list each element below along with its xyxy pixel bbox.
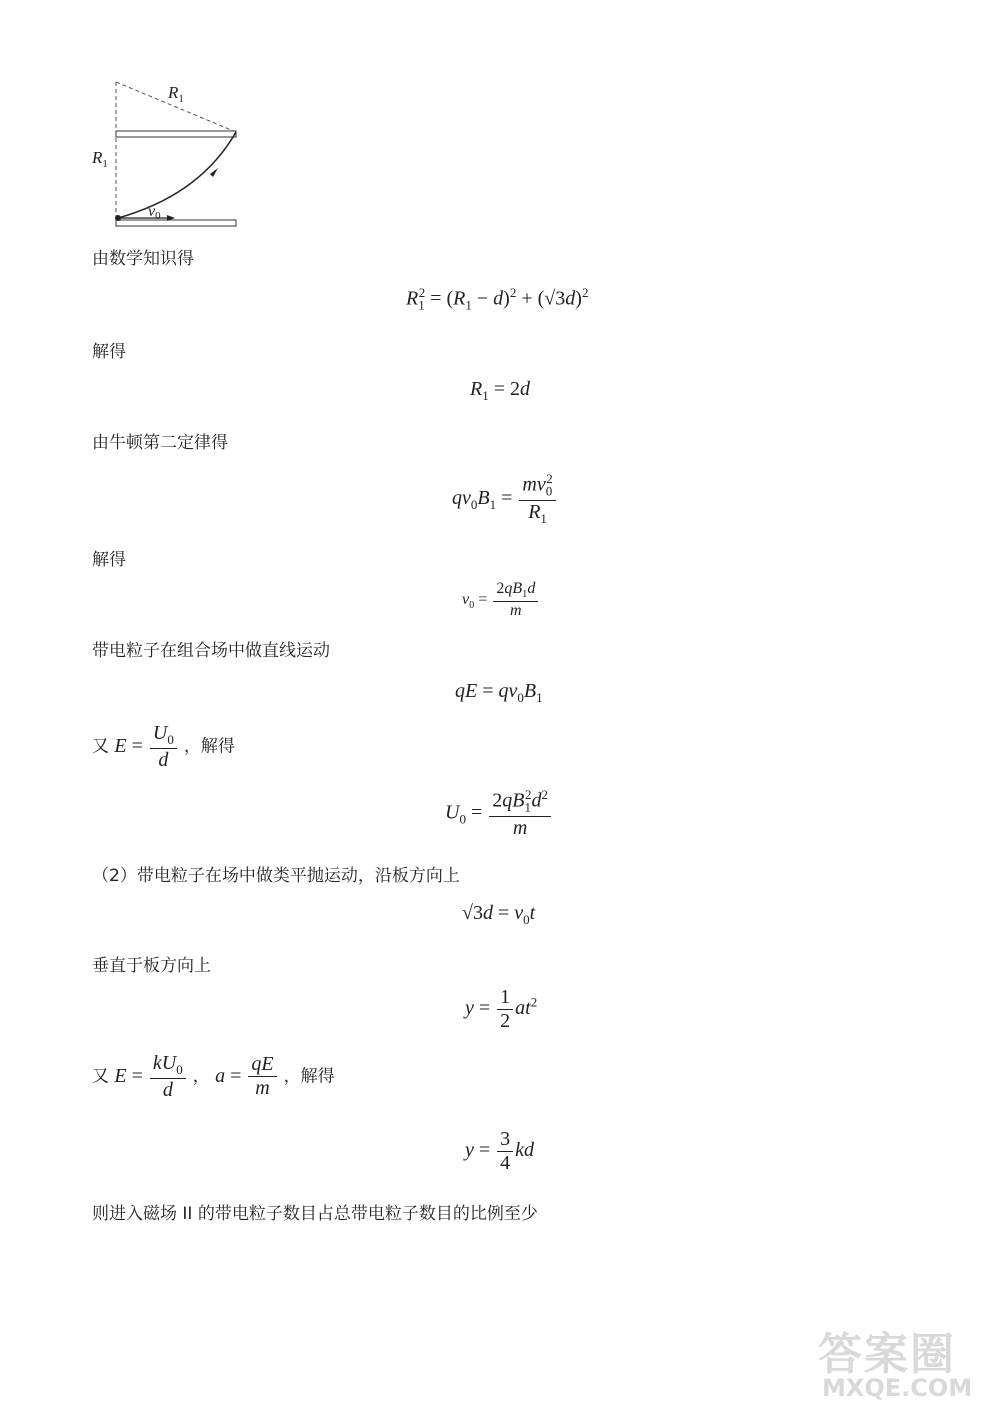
- equation-4: $v_0$ = $\frac{2qB_1d}{m}$: [462, 580, 540, 621]
- upper-plate: [116, 131, 236, 137]
- text-line-9: 又 E = $\frac{kU_0}{d}$ ， a = $\frac{qE}{m}$ ，解得: [92, 1052, 335, 1101]
- text-line-3: 由牛顿第二定律得: [92, 433, 228, 453]
- text-line-7: （2）带电粒子在场中做类平抛运动，沿板方向上: [92, 866, 460, 886]
- equation-9: y = $\frac{3}{4}$ kd: [465, 1128, 535, 1174]
- equation-5: qE = $qv_0B_1$: [455, 680, 543, 705]
- equation-8: y = $\frac{1}{2}$ $at^2$: [465, 986, 538, 1032]
- particle-trajectory: [118, 132, 236, 218]
- label-r1-top: $R_1$: [168, 83, 184, 105]
- text-line-6: 又 E = $\frac{U_0}{d}$ ，解得: [92, 722, 235, 771]
- equation-7: $√3d = v_0t$: [462, 902, 536, 927]
- equation-3: $qv_0B_1$ = $\frac{mv_0^2}{R_1}$: [452, 472, 558, 527]
- watermark-url: MXQE.COM: [822, 1374, 973, 1402]
- text-line-8: 垂直于板方向上: [92, 956, 211, 976]
- trajectory-arrow: [210, 168, 218, 177]
- text-line-2: 解得: [92, 342, 126, 362]
- text-line-1: 由数学知识得: [92, 249, 194, 269]
- equation-1: $R_1^2 = (R_1 - d)^2 + (√3d)^2$: [406, 285, 589, 313]
- text-line-4: 解得: [92, 550, 126, 570]
- label-v0: v0: [148, 203, 161, 222]
- equation-6: $U_0$ = $\frac{2qB_1^2d^2}{m}$: [445, 788, 553, 840]
- text-line-10: 则进入磁场 II 的带电粒子数目占总带电粒子数目的比例至少: [92, 1204, 538, 1224]
- text-line-5: 带电粒子在组合场中做直线运动: [92, 641, 330, 661]
- trajectory-diagram: [80, 70, 260, 235]
- label-r1-side: $R_1$: [92, 148, 108, 170]
- watermark-logo: 答案圈: [818, 1329, 956, 1380]
- lower-plate: [116, 220, 236, 226]
- equation-2: $R_1 = 2d$: [470, 378, 530, 403]
